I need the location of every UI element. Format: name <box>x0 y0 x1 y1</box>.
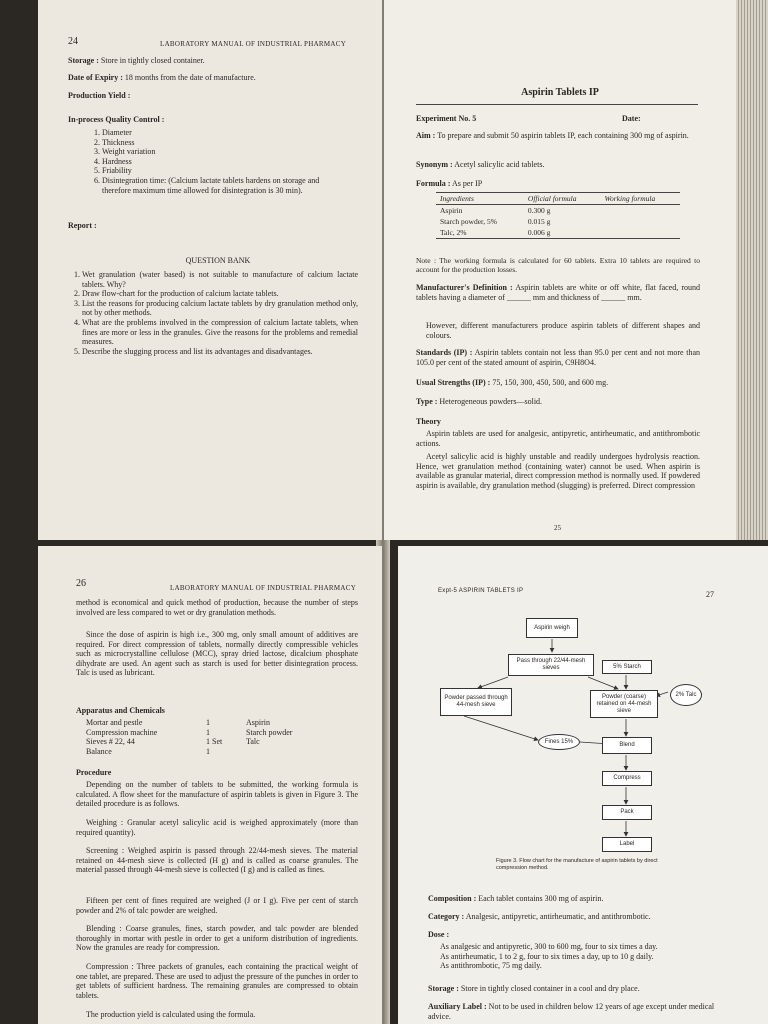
list-item: 6. Disintegration time: (Calcium lactate tablets hardens on storage and therefore maximum time allowed for disintegration is 30 min). <box>102 176 350 195</box>
list-item: As antirheumatic, 1 to 2 g, four to six times a day, up to 10 g daily. <box>440 951 654 961</box>
paragraph: Since the dose of aspirin is high i.e., 300 mg, only small amount of additives are required. For direct compression of tablets, normally directly compressible vehicles such as microcrystalline cellulose (MCC), spray dried lactose, dicalcium phosphate dihydrate are used. An agent such as starch is used for better disintegration process. Talc is used as lubricant. <box>76 630 358 678</box>
flow-node-coarse: Powder (coarse) retained on 44-mesh sieve <box>590 690 658 718</box>
page-number: 26 <box>76 578 86 589</box>
expiry-line: Date of Expiry : 18 months from the date of manufacture. <box>68 73 256 82</box>
formula-line: Formula : As per IP <box>416 179 483 188</box>
synonym-line: Synonym : Acetyl salicylic acid tablets. <box>416 160 545 169</box>
list-item: 2. Draw flow-chart for the production of calcium lactate tablets. <box>82 289 358 299</box>
ipqc-label: In-process Quality Control : <box>68 115 165 124</box>
table-row: Starch powder, 5% 0.015 g <box>440 217 551 226</box>
report-label: Report : <box>68 221 97 230</box>
page-number: 24 <box>68 36 78 47</box>
list-item: 4. What are the problems involved in the compression of calcium lactate tablets, when fines are more or less in the granules. Give the reasons for the problems and remedial measures. <box>82 318 358 347</box>
flow-node-sieve: Pass through 22/44-mesh sieves <box>508 654 594 676</box>
page-number: 27 <box>706 590 714 599</box>
flow-node-pack: Pack <box>602 805 652 820</box>
table-header: Official formula <box>527 194 577 203</box>
standards: Standards (IP) : Aspirin tablets contain not less than 95.0 per cent and not more than 105.0 per cent of the stated amount of aspirin, C9H8O4. <box>416 348 700 367</box>
storage-line: Storage : Store in tightly closed container. <box>68 56 205 65</box>
usual-strengths: Usual Strengths (IP) : 75, 150, 300, 450, 500, and 600 mg. <box>416 378 609 387</box>
weighing-step: Weighing : Granular acetyl salicylic acid is weighed approximately (more than required quantity). <box>76 818 358 837</box>
screening-step: Screening : Weighed aspirin is passed through 22/44-mesh sieves. The material retained on 44-mesh sieve is collected (H g) and is called as coarse granules. The material passed through 44-mesh sieve is collected (I g) and is called as fines. <box>76 846 358 875</box>
flow-node-talc: 2% Talc <box>670 684 702 706</box>
paragraph: Depending on the number of tablets to be submitted, the working formula is calculated. A flow sheet for the manufacture of aspirin tablets is given in Figure 3. The detailed procedure is as follows. <box>76 780 358 809</box>
fines-step: Fifteen per cent of fines required are weighed (J or I g). Five per cent of starch powder and 2% of talc powder are weighed. <box>76 896 358 915</box>
theory-paragraph: Acetyl salicylic acid is highly unstable and readily undergoes hydrolysis reaction. Hence, wet granulation method (containing water) cannot be used. When aspirin is available as granular material, direct compression method is normally used. If powdered aspirin is available, dry granulation method (slugging) is preferred. Direct compression <box>416 452 700 490</box>
composition-line: Composition : Each tablet contains 300 mg of aspirin. <box>428 894 604 903</box>
manufacturer-note: However, different manufacturers produce aspirin tablets of different shapes and colours. <box>426 321 700 340</box>
flow-node-fines-passed: Powder passed through 44-mesh sieve <box>440 688 512 716</box>
date-label: Date: <box>622 114 641 123</box>
category-line: Category : Analgesic, antipyretic, antirheumatic, and antithrombotic. <box>428 912 651 921</box>
flow-node-aspirin: Aspirin weigh <box>526 618 578 638</box>
procedure-label: Procedure <box>76 768 112 777</box>
dose-label: Dose : <box>428 930 450 939</box>
apparatus-label: Apparatus and Chemicals <box>76 706 165 715</box>
list-item: 3. List the reasons for producing calcium lactate tablets by dry granulation method only, not by other methods. <box>82 299 358 318</box>
formula-table-wrap <box>436 192 680 239</box>
list-item: 1. Wet granulation (water based) is not suitable to manufacture of calcium lactate tablets. Why? <box>82 270 358 289</box>
flow-node-label: Label <box>602 837 652 852</box>
experiment-number: Experiment No. 5 <box>416 114 477 123</box>
page-27 <box>398 546 768 1024</box>
table-row: Aspirin 0.300 g <box>440 206 551 215</box>
question-bank-title: QUESTION BANK <box>185 256 251 265</box>
flow-node-fines: Fines 15% <box>538 734 580 750</box>
page-number: 25 <box>554 524 561 532</box>
apparatus-list: Mortar and pestle 1 Aspirin Compression machine 1 Starch powder Sieves # 22, 44 1 Set Talc Balance 1 <box>86 718 293 756</box>
ipqc-list <box>88 128 350 195</box>
title-rule <box>416 104 698 105</box>
flow-node-compress: Compress <box>602 771 652 786</box>
page-title: Aspirin Tablets IP <box>521 87 599 98</box>
yield-label: Production Yield : <box>68 91 131 100</box>
flow-node-blend: Blend <box>602 737 652 754</box>
running-head: Expt-5 ASPIRIN TABLETS IP <box>438 588 524 594</box>
paragraph: method is economical and quick method of production, because the number of steps involved are less compared to wet or dry granulation methods. <box>76 598 358 617</box>
formula-note: Note : The working formula is calculated for 60 tablets. Extra 10 tablets are required to account for the production losses. <box>416 256 700 274</box>
list-item: 5. Describe the slugging process and list its advantages and disadvantages. <box>82 347 358 357</box>
table-row: Talc, 2% 0.006 g <box>440 228 551 237</box>
page-edges <box>736 0 768 540</box>
manufacturer-definition: Manufacturer's Definition : Aspirin tablets are white or off white, flat faced, round tablets having a diameter of ______ mm and thickness of ______ mm. <box>416 283 701 302</box>
question-list <box>68 270 358 356</box>
list-item: As antithrombotic, 75 mg daily. <box>440 961 542 971</box>
flow-node-starch: 5% Starch <box>602 660 652 674</box>
blending-step: Blending : Coarse granules, fines, starch powder, and talc powder are blended thoroughly in mortar with pestle in order to get a uniform distribution of ingredients. Now the granules are ready for compression. <box>76 924 358 953</box>
list-item: As analgesic and antipyretic, 300 to 600 mg, four to six times a day. <box>440 942 658 951</box>
formula-table <box>436 193 680 238</box>
list-item: 4. Hardness <box>102 157 350 167</box>
list-item: 3. Weight variation <box>102 147 350 157</box>
auxiliary-label-line: Auxiliary Label : Not to be used in children below 12 years of age except under medical advice. <box>428 1002 715 1021</box>
theory-paragraph: Aspirin tablets are used for analgesic, antipyretic, antirheumatic, and antithrombotic actions. <box>416 429 700 448</box>
running-head: LABORATORY MANUAL OF INDUSTRIAL PHARMACY <box>170 584 357 592</box>
table-header: Ingredients <box>440 194 474 203</box>
yield-line: The production yield is calculated using the formula. <box>86 1010 256 1019</box>
page-26 <box>38 546 382 1024</box>
theory-label: Theory <box>416 417 441 426</box>
page-25 <box>384 0 736 540</box>
list-item: 1. Diameter <box>102 128 350 138</box>
type-line: Type : Heterogeneous powders—solid. <box>416 397 543 406</box>
storage-line: Storage : Store in tightly closed container in a cool and dry place. <box>428 984 640 993</box>
list-item: 2. Thickness <box>102 138 350 148</box>
figure-caption: Figure 3. Flow chart for the manufacture of aspirin tablets by direct compression method. <box>496 858 658 871</box>
compression-step: Compression : Three packets of granules, each containing the practical weight of one tablet, are prepared. These are used to adjust the pressure of the punches in order to get tablets of sufficient hardness. The remaining granules are compressed to obtain tablets. <box>76 962 358 1000</box>
table-header: Working formula <box>604 194 656 203</box>
aim-line: Aim : To prepare and submit 50 aspirin tablets IP, each containing 300 mg of aspirin. <box>416 131 689 140</box>
running-head: LABORATORY MANUAL OF INDUSTRIAL PHARMACY <box>160 40 347 48</box>
list-item: 5. Friability <box>102 166 350 176</box>
page-24 <box>38 0 382 540</box>
dose-lines <box>440 942 740 971</box>
